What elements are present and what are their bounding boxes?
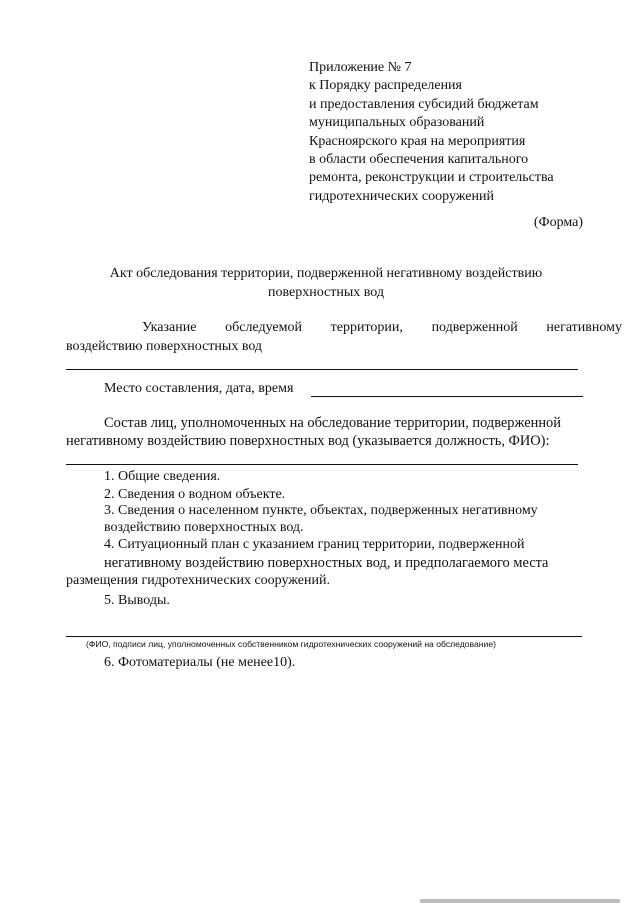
annex-line: гидротехнических сооружений (309, 188, 494, 204)
list-item: 1. Общие сведения. (104, 469, 221, 484)
territory-word: обследуемой (225, 320, 302, 335)
members-fill-line[interactable] (66, 464, 578, 465)
annex-line: ремонта, реконструкции и строительства (309, 170, 554, 186)
list-item: 4. Ситуационный план с указанием границ территории, подверженной (104, 537, 525, 552)
annex-line: Красноярского края на мероприятия (309, 133, 526, 149)
territory-word: Указание (142, 320, 197, 335)
list-item: 5. Выводы. (104, 593, 170, 608)
territory-line (104, 320, 622, 336)
territory-word: негативному (546, 320, 622, 335)
annex-line: к Порядку распределения (309, 78, 462, 94)
annex-line: и предоставления субсидий бюджетам (309, 96, 539, 112)
place-date-label: Место составления, дата, время (104, 381, 294, 396)
list-item: размещения гидротехнических сооружений. (66, 573, 330, 588)
list-item: 2. Сведения о водном объекте. (104, 487, 286, 502)
members-line-1: Состав лиц, уполномоченных на обследование территории, подверженной (104, 415, 561, 431)
annex-line: Приложение № 7 (309, 60, 412, 75)
list-item: воздействию поверхностных вод. (104, 520, 304, 535)
signature-fill-line[interactable] (66, 636, 582, 637)
title-line: Акт обследования территории, подверженной негативному воздействию (109, 266, 543, 281)
territory-word: территории, (330, 320, 403, 335)
signature-note: (ФИО, подписи лиц, уполномоченных собственником гидротехнических сооружений на обследование) (86, 639, 496, 649)
annex-line: муниципальных образований (309, 115, 485, 131)
territory-word: подверженной (431, 320, 518, 335)
territory-line-2: воздействию поверхностных вод (66, 339, 263, 354)
place-date-fill-line[interactable] (311, 396, 583, 397)
list-item: 3. Сведения о населенном пункте, объектах, подверженных негативному (104, 503, 538, 518)
document-title (66, 264, 586, 302)
form-label: (Форма) (533, 215, 583, 230)
list-item: негативному воздействию поверхностных вод, и предполагаемого места (104, 555, 549, 571)
scan-edge-mark (420, 899, 620, 903)
members-line-2: негативному воздействию поверхностных вод (указывается должность, ФИО): (66, 433, 550, 449)
annex-line: в области обеспечения капитального (309, 152, 529, 168)
annex-header (309, 59, 554, 206)
title-line: поверхностных вод (267, 285, 385, 300)
territory-fill-line[interactable] (66, 369, 578, 370)
list-item: 6. Фотоматериалы (не менее10). (104, 655, 296, 670)
